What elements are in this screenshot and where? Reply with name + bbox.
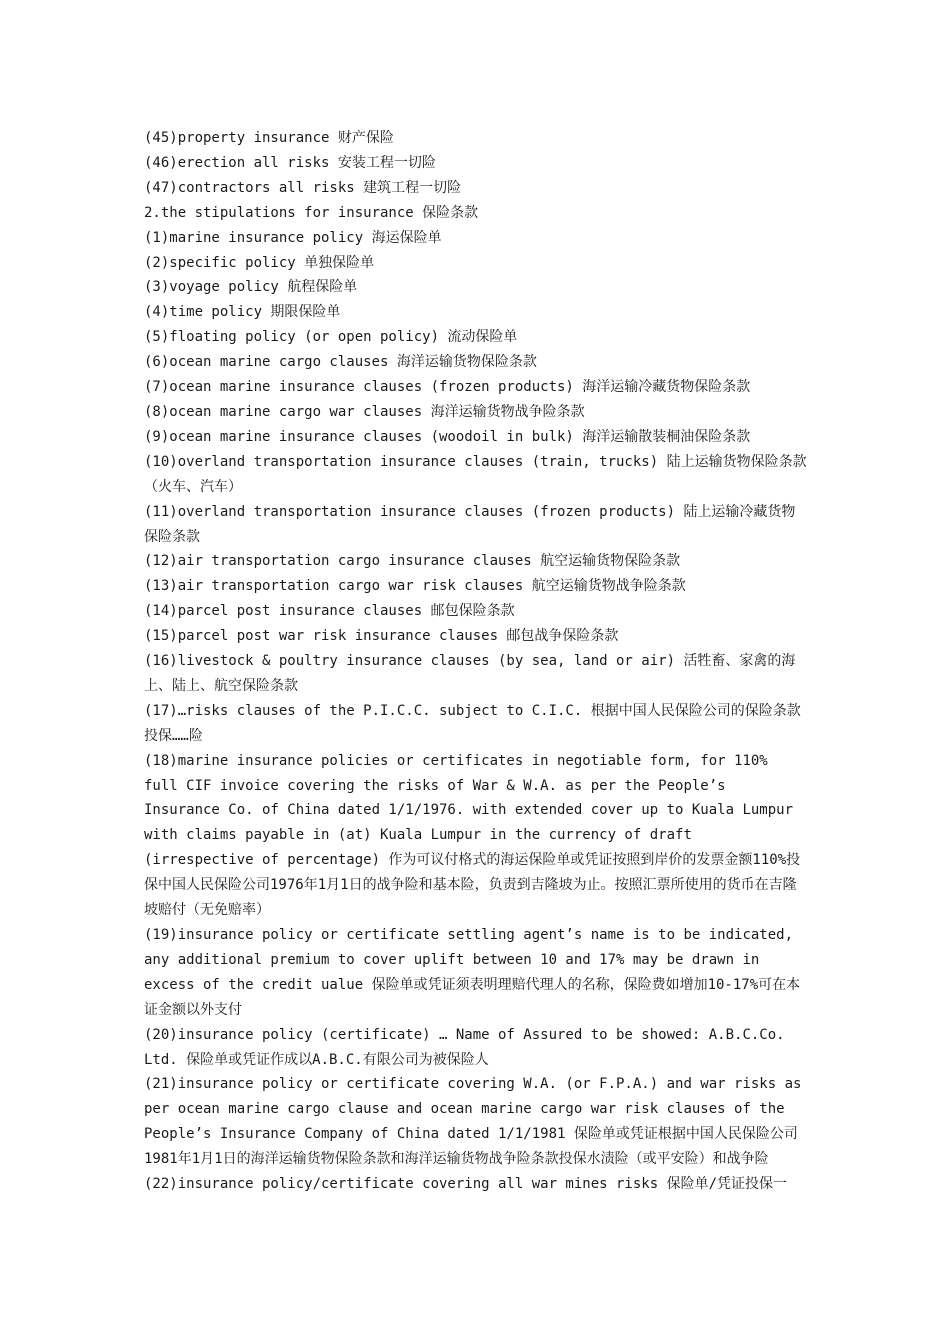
paragraph: (6)ocean marine cargo clauses 海洋运输货物保险条款 (144, 354, 537, 371)
paragraph: (15)parcel post war risk insurance clauses 邮包战争保险条款 (144, 628, 619, 645)
paragraph: (16)livestock & poultry insurance clauses (by sea, land or air) 活牲畜、家禽的海上、陆上、航空保险条款 (144, 653, 796, 694)
section-heading: 2.the stipulations for insurance 保险条款 (144, 204, 479, 221)
paragraph: (5)floating policy (or open policy) 流动保险单 (144, 329, 518, 346)
paragraph: (22)insurance policy/certificate covering all war mines risks 保险单/凭证投保一 (144, 1176, 788, 1193)
paragraph: (45)property insurance 财产保险 (144, 130, 394, 146)
paragraph: (9)ocean marine insurance clauses (woodoil in bulk) 海洋运输散装桐油保险条款 (144, 428, 751, 445)
paragraph: (12)air transportation cargo insurance clauses 航空运输货物保险条款 (144, 553, 681, 570)
paragraph: (46)erection all risks 安装工程一切险 (144, 154, 436, 171)
paragraph: (2)specific policy 单独保险单 (144, 254, 375, 271)
paragraph: (3)voyage policy 航程保险单 (144, 279, 358, 296)
paragraph: (4)time policy 期限保险单 (144, 304, 341, 321)
paragraph: (21)insurance policy or certificate covering W.A. (or F.P.A.) and war risks as per ocean marine cargo clause and ocean marine cargo war risk clauses of the People’s Insurance Company of China dated 1/1/1981 保险单或凭证根据中国人民保险公司1981年1月1日的海洋运输货物保险条款和海洋运输货物战争险条款投保水渍险（或平安险）和战争险 (144, 1076, 802, 1168)
paragraph: (19)insurance policy or certificate settling agent’s name is to be indicated, any additional premium to cover uplift between 10 and 17% may be drawn in excess of the credit ualue 保险单或凭证须表明理赔代理人的名称，保险费如增加10-17%可在本证金额以外支付 (144, 927, 801, 1018)
paragraph: (8)ocean marine cargo war clauses 海洋运输货物战争险条款 (144, 403, 585, 420)
paragraph: (47)contractors all risks 建筑工程一切险 (144, 179, 462, 196)
document-page (144, 126, 808, 1197)
paragraph: (10)overland transportation insurance clauses (train, trucks) 陆上运输货物保险条款（火车、汽车） (144, 453, 807, 495)
paragraph: (1)marine insurance policy 海运保险单 (144, 229, 442, 246)
paragraph: (14)parcel post insurance clauses 邮包保险条款 (144, 603, 515, 620)
paragraph: (17)…risks clauses of the P.I.C.C. subject to C.I.C. 根据中国人民保险公司的保险条款投保……险 (144, 702, 801, 744)
paragraph: (20)insurance policy (certificate) … Name of Assured to be showed: A.B.C.Co. Ltd. 保险单或凭证作成以A.B.C.有限公司为被保险人 (144, 1026, 785, 1068)
paragraph: (11)overland transportation insurance clauses (frozen products) 陆上运输冷藏货物保险条款 (144, 503, 796, 545)
paragraph: (13)air transportation cargo war risk clauses 航空运输货物战争险条款 (144, 578, 686, 595)
paragraph: (7)ocean marine insurance clauses (frozen products) 海洋运输冷藏货物保险条款 (144, 379, 751, 396)
paragraph: (18)marine insurance policies or certificates in negotiable form, for 110% full CIF invoice covering the risks of War & W.A. as per the People’s Insurance Co. of China dated 1/1/1976. with extended cover up to Kuala Lumpur with claims payable in (at) Kuala Lumpur in the currency of draft (irrespective of percentage) 作为可议付格式的海运保险单或凭证按照到岸价的发票金额110%投保中国人民保险公司1976年1月1日的战争险和基本险，负责到吉隆坡为止。按照汇票所使用的货币在吉隆坡赔付（无免赔率） (144, 752, 801, 919)
